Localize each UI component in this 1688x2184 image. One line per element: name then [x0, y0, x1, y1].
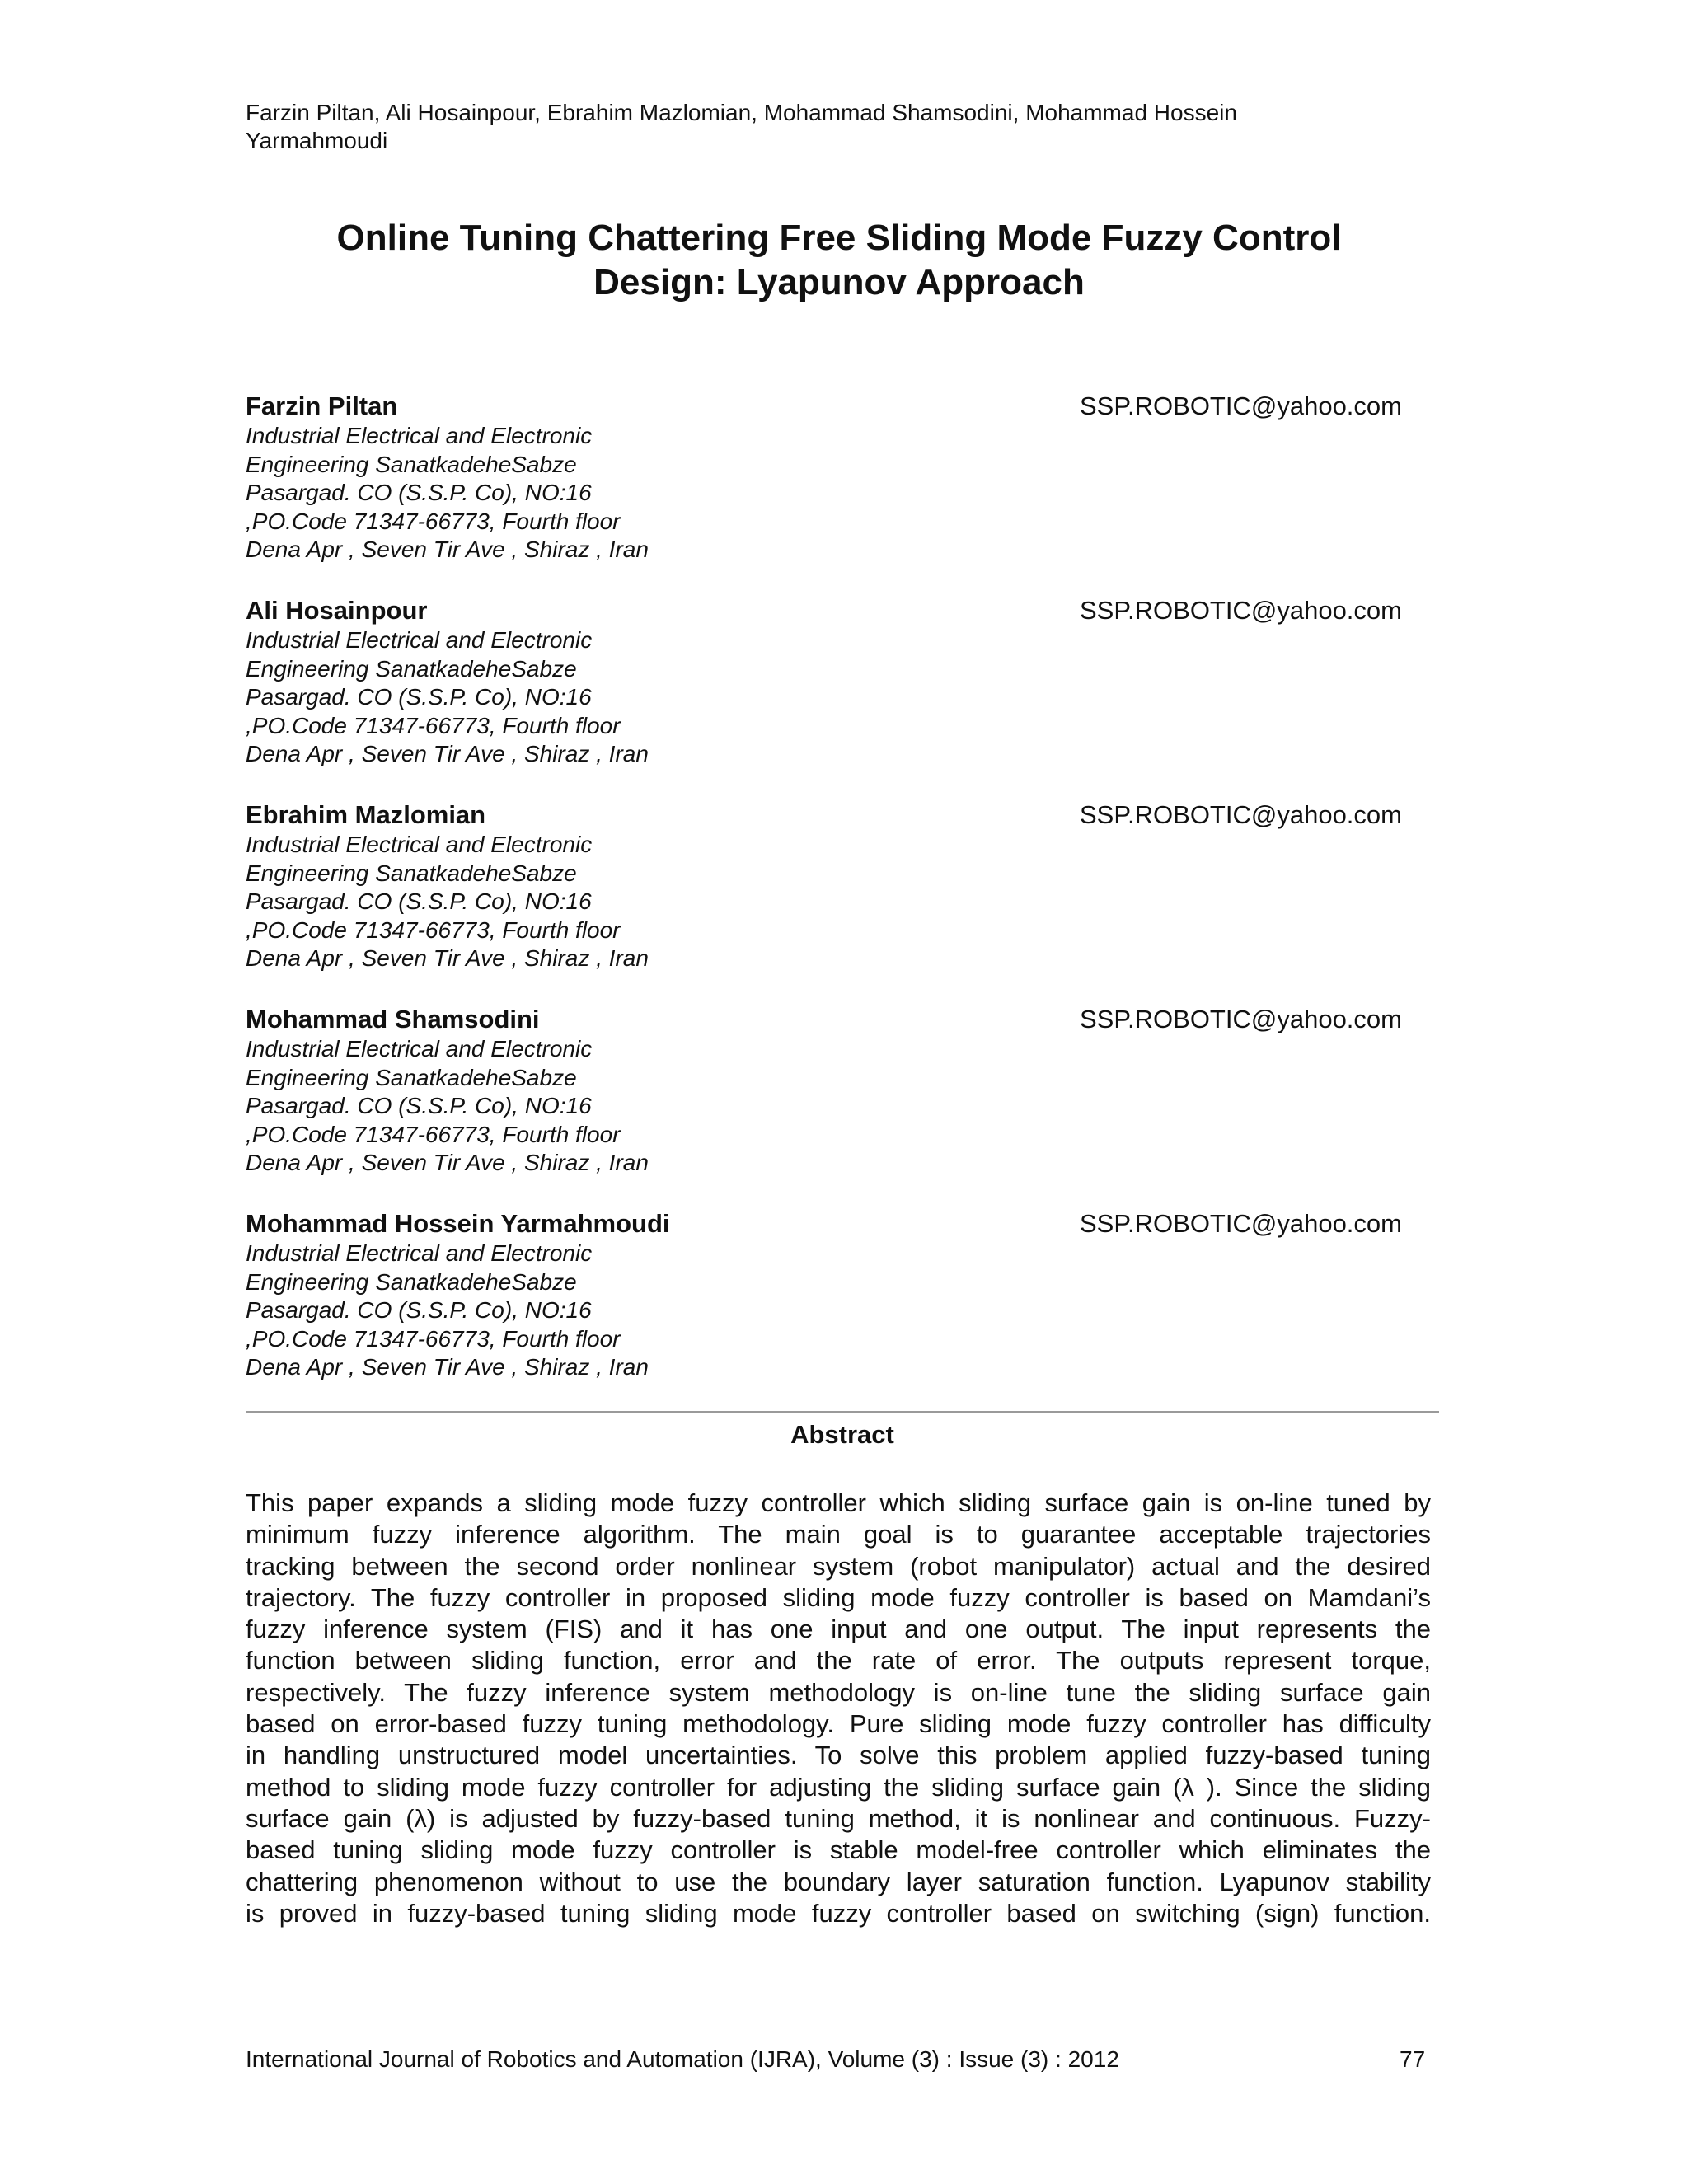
affiliation-line: Pasargad. CO (S.S.P. Co), NO:16 [246, 684, 592, 710]
affiliation-line: ,PO.Code 71347-66773, Fourth floor [246, 712, 621, 738]
abstract-line: surface gain (λ) is adjusted by fuzzy-based tuning method, it is nonlinear and continuous. Fuzzy- [246, 1803, 1431, 1833]
author-block [246, 391, 1441, 595]
title-line: Design: Lyapunov Approach [593, 262, 1085, 302]
abstract-line: based on error-based fuzzy tuning methodology. Pure sliding mode fuzzy controller has difficulty [246, 1709, 1431, 1739]
affiliation-line: Pasargad. CO (S.S.P. Co), NO:16 [246, 480, 592, 505]
running-header-line: Yarmahmoudi [246, 128, 388, 153]
affiliation-line: Dena Apr , Seven Tir Ave , Shiraz , Iran [246, 1354, 649, 1380]
author-name: Ebrahim Mazlomian [246, 800, 486, 829]
affiliation-line: Industrial Electrical and Electronic [246, 1036, 593, 1062]
abstract-line: respectively. The fuzzy inference system methodology is on-line tune the sliding surface gain [246, 1677, 1431, 1707]
abstract-line: minimum fuzzy inference algorithm. The main goal is to guarantee acceptable trajectories [246, 1520, 1431, 1549]
affiliation-line: Engineering SanatkadeheSabze [246, 860, 577, 886]
affiliation-line: ,PO.Code 71347-66773, Fourth floor [246, 1121, 621, 1147]
affiliation-line: Engineering SanatkadeheSabze [246, 655, 577, 682]
affiliation-line: ,PO.Code 71347-66773, Fourth floor [246, 1325, 621, 1352]
page-number: 77 [1400, 2046, 1426, 2072]
affiliation-line: ,PO.Code 71347-66773, Fourth floor [246, 508, 621, 534]
author-email[interactable]: SSP.ROBOTIC@yahoo.com [1080, 391, 1402, 420]
author-email[interactable]: SSP.ROBOTIC@yahoo.com [1080, 800, 1402, 829]
abstract-body [246, 1488, 1431, 1929]
abstract-line: trajectory. The fuzzy controller in proposed sliding mode fuzzy controller is based on Mamdani’s [246, 1582, 1431, 1612]
abstract-line: fuzzy inference system (FIS) and it has one input and one output. The input represents the [246, 1615, 1431, 1644]
author-name: Mohammad Hossein Yarmahmoudi [246, 1209, 670, 1238]
author-list [246, 391, 1441, 1413]
affiliation-line: ,PO.Code 71347-66773, Fourth floor [246, 916, 621, 943]
author-block [246, 799, 1441, 1004]
affiliation-line: Pasargad. CO (S.S.P. Co), NO:16 [246, 1093, 592, 1118]
abstract-line: based tuning sliding mode fuzzy controller is stable model-free controller which eliminates the [246, 1835, 1431, 1865]
abstract-line: tracking between the second order nonlinear system (robot manipulator) actual and the desired [246, 1551, 1431, 1581]
author-email[interactable]: SSP.ROBOTIC@yahoo.com [1080, 596, 1402, 625]
abstract-line: chattering phenomenon without to use the boundary layer saturation function. Lyapunov stability [246, 1867, 1431, 1896]
section-divider [246, 1411, 1439, 1413]
author-email[interactable]: SSP.ROBOTIC@yahoo.com [1080, 1005, 1402, 1033]
author-email[interactable]: SSP.ROBOTIC@yahoo.com [1080, 1209, 1402, 1238]
affiliation-line: Engineering SanatkadeheSabze [246, 1064, 577, 1090]
affiliation-line: Industrial Electrical and Electronic [246, 832, 593, 857]
affiliation-line: Industrial Electrical and Electronic [246, 1240, 593, 1266]
journal-footer: International Journal of Robotics and Automation (IJRA), Volume (3) : Issue (3) : 2012 [246, 2046, 1119, 2072]
running-header [246, 99, 1424, 155]
running-header-line: Farzin Piltan, Ali Hosainpour, Ebrahim Mazlomian, Mohammad Shamsodini, Mohammad Hossein [246, 100, 1237, 125]
affiliation-line: Engineering SanatkadeheSabze [246, 1268, 577, 1295]
affiliation-line: Dena Apr , Seven Tir Ave , Shiraz , Iran [246, 945, 649, 971]
abstract-line: is proved in fuzzy-based tuning sliding mode fuzzy controller based on switching (sign) function. [246, 1898, 1431, 1928]
author-block [246, 1208, 1441, 1413]
affiliation-line: Pasargad. CO (S.S.P. Co), NO:16 [246, 1297, 592, 1323]
abstract-line: in handling unstructured model uncertainties. To solve this problem applied fuzzy-based tuning [246, 1741, 1431, 1770]
abstract-heading: Abstract [790, 1420, 894, 1449]
affiliation-line: Dena Apr , Seven Tir Ave , Shiraz , Iran [246, 537, 649, 562]
abstract-line: method to sliding mode fuzzy controller for adjusting the sliding surface gain (λ ). Since the sliding [246, 1772, 1431, 1802]
author-block [246, 1004, 1441, 1208]
abstract-line: function between sliding function, error and the rate of error. The outputs represent torque, [246, 1646, 1431, 1675]
affiliation-line: Pasargad. CO (S.S.P. Co), NO:16 [246, 888, 592, 914]
affiliation-line: Industrial Electrical and Electronic [246, 423, 593, 448]
affiliation-line: Engineering SanatkadeheSabze [246, 451, 577, 477]
affiliation-line: Industrial Electrical and Electronic [246, 627, 593, 653]
affiliation-line: Dena Apr , Seven Tir Ave , Shiraz , Iran [246, 741, 649, 766]
author-block [246, 595, 1441, 799]
author-name: Farzin Piltan [246, 391, 398, 420]
abstract-line: This paper expands a sliding mode fuzzy controller which sliding surface gain is on-line tuned by [246, 1488, 1431, 1517]
paper-title [246, 216, 1432, 305]
title-line: Online Tuning Chattering Free Sliding Mode Fuzzy Control [336, 218, 1342, 258]
author-name: Ali Hosainpour [246, 596, 428, 625]
author-name: Mohammad Shamsodini [246, 1005, 540, 1033]
affiliation-line: Dena Apr , Seven Tir Ave , Shiraz , Iran [246, 1150, 649, 1175]
